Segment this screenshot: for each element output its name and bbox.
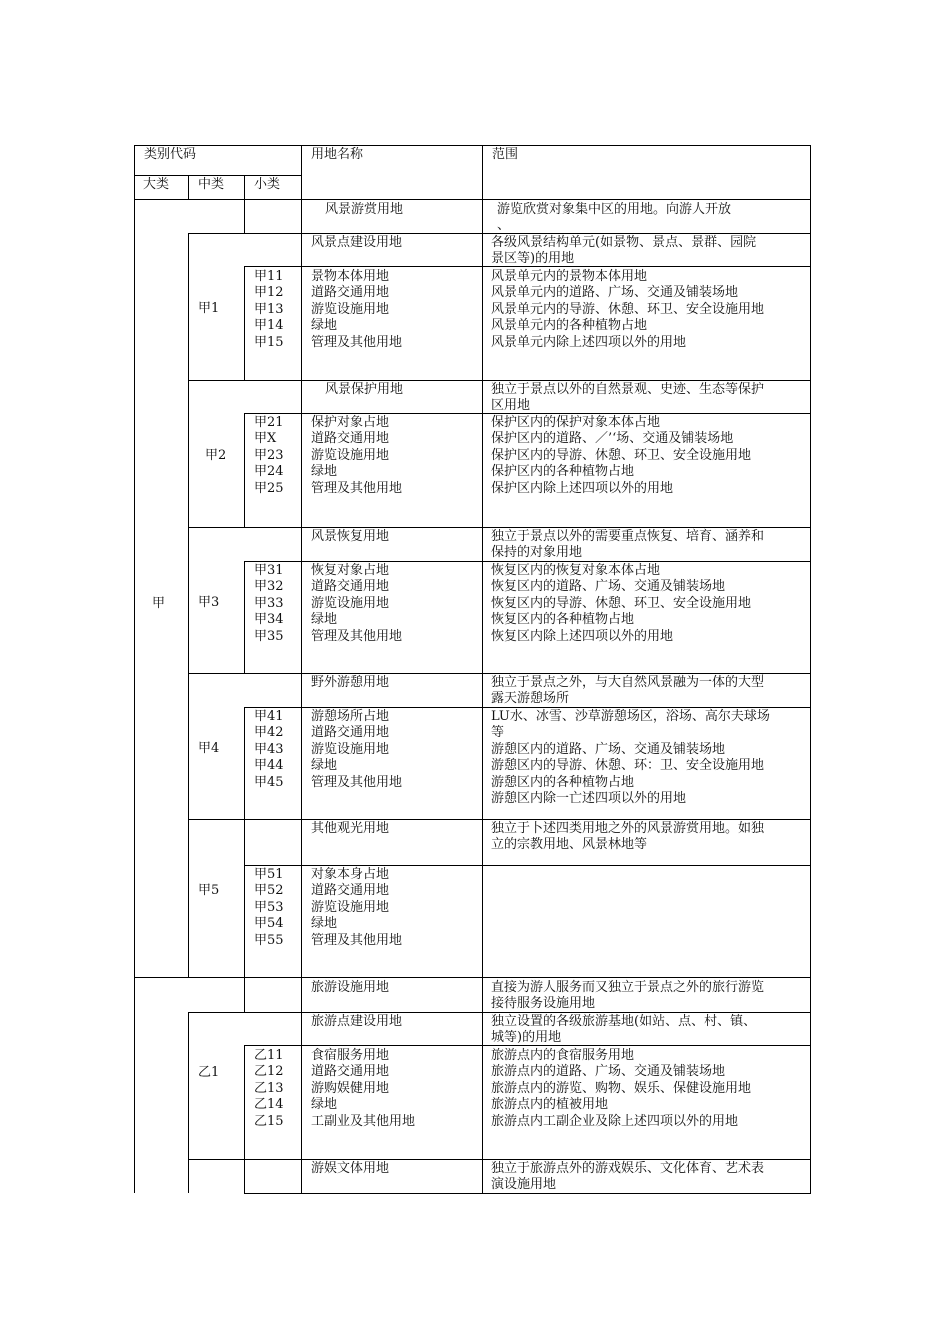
- table-divider: [188, 1012, 189, 1193]
- header-major-label: 大类: [143, 177, 170, 192]
- minor-code-list: 甲31 甲32 甲33 甲34 甲35: [254, 563, 284, 644]
- category-name: 风景恢复用地: [311, 529, 390, 544]
- land-use-name-list: 游憩场所占地 道路交通用地 游览设施用地 绿地 管理及其他用地: [311, 709, 403, 790]
- minor-code-list: 甲41 甲42 甲43 甲44 甲45: [254, 709, 284, 790]
- table-divider: [188, 175, 189, 199]
- table-divider: [244, 561, 245, 673]
- table-divider: [188, 819, 811, 820]
- category-name: 游娱文体用地: [311, 1161, 390, 1176]
- table-divider: [244, 175, 245, 233]
- table-divider: [188, 1159, 811, 1160]
- category-name: 旅游设施用地: [311, 980, 390, 995]
- land-use-name-list: 恢复对象占地 道路交通用地 游览设施用地 绿地 管理及其他用地: [311, 563, 403, 644]
- table-divider: [244, 865, 811, 866]
- header-scope-label: 范围: [492, 147, 519, 162]
- header-name-label: 用地名称: [311, 147, 364, 162]
- table-divider: [188, 380, 811, 381]
- category-scope: 独立于卜述四类用地之外的风景游赏用地。如独 立的宗教用地、风景林地等: [491, 821, 765, 853]
- table-divider: [244, 1159, 245, 1193]
- medium-code: 甲2: [205, 448, 227, 463]
- medium-code: 甲5: [198, 883, 220, 898]
- header-medium-label: 中类: [198, 177, 225, 192]
- land-use-scope-list: LU水、冰雪、沙草游憩场区，浴场、高尔夫球场 等 游憩区内的道路、广场、交通及铺装场地 游憩区内的导游、休憩、环：卫、安全设施用地 游憩区内的各种植物占地 游憩区内除一亡述四项以外的用地: [491, 709, 770, 807]
- header-code-label: 类别代码: [144, 147, 197, 162]
- table-divider: [301, 145, 302, 1193]
- table-divider: [244, 707, 245, 819]
- category-name: 野外游憩用地: [311, 675, 390, 690]
- table-divider: [188, 673, 811, 674]
- table-divider: [482, 145, 483, 1193]
- category-name: 风景游赏用地: [325, 202, 404, 217]
- category-name: 风景保护用地: [325, 382, 404, 397]
- category-scope: 独立于景点以外的自然景观、史迹、生态等保护 区用地: [491, 382, 765, 414]
- table-divider: [244, 266, 245, 380]
- category-scope: 独立于景点以外的需要重点恢复、培育、涵养和 保持的对象用地: [491, 529, 765, 561]
- table-divider: [244, 413, 245, 527]
- land-use-name-list: 保护对象占地 道路交通用地 游览设施用地 绿地 管理及其他用地: [311, 415, 403, 496]
- table-divider: [188, 233, 189, 977]
- category-scope: 直接为游人服务而又独立于景点之外的旅行游览 接待服务设施用地: [491, 980, 765, 1012]
- category-scope: 各级风景结构单元(如景物、景点、景群、园院 景区等)的用地: [491, 235, 757, 267]
- land-use-name-list: 景物本体用地 道路交通用地 游览设施用地 绿地 管理及其他用地: [311, 269, 403, 350]
- major-code-jia: 甲: [152, 596, 166, 611]
- land-use-name-list: 对象本身占地 道路交通用地 游览设施用地 绿地 管理及其他用地: [311, 867, 403, 948]
- table-border-left: [134, 145, 135, 1193]
- category-name: 旅游点建设用地: [311, 1014, 403, 1029]
- minor-code-list: 甲51 甲52 甲53 甲54 甲55: [254, 867, 284, 948]
- category-scope: 独立于旅游点外的游戏娱乐、文化体育、艺术表 演设施用地: [491, 1161, 765, 1193]
- land-use-scope-list: 保护区内的保护对象本体占地 保护区内的道路、／’‘场、交通及铺装场地 保护区内的导游、休憩、环卫、安全设施用地 保护区内的各种植物占地 保护区内除上述四项以外的用地: [491, 415, 752, 496]
- land-use-scope-list: 旅游点内的食宿服务用地 旅游点内的道路、广场、交通及铺装场地 旅游点内的游览、购物、娱乐、保健设施用地 旅游点内的植被用地 旅游点内工副企业及除上述四项以外的用地: [491, 1048, 752, 1129]
- minor-code-list: 甲21 甲X 甲23 甲24 甲25: [254, 415, 284, 496]
- medium-code: 乙1: [198, 1065, 220, 1080]
- land-use-scope-list: 风景单元内的景物本体用地 风景单元内的道路、广场、交通及铺装场地 风景单元内的导游、休憩、环卫、安全设施用地 风景单元内的各种植物占地 风景单元内除上述四项以外的用地: [491, 269, 765, 350]
- table-divider: [244, 819, 245, 1012]
- minor-code-list: 甲11 甲12 甲13 甲14 甲15: [254, 269, 284, 350]
- minor-code-list: 乙11 乙12 乙13 乙14 乙15: [254, 1048, 284, 1129]
- medium-code: 甲1: [198, 301, 220, 316]
- table-border-top: [134, 145, 811, 146]
- table-divider: [134, 175, 302, 176]
- medium-code: 甲4: [198, 741, 220, 756]
- category-scope: 游览欣赏对象集中区的用地。向游人开放 、: [497, 202, 732, 234]
- table-divider: [188, 527, 811, 528]
- category-name: 其他观光用地: [311, 821, 390, 836]
- medium-code: 甲3: [198, 595, 220, 610]
- table-divider: [134, 199, 811, 200]
- category-scope: 独立于景点之外，与大自然风景融为一体的大型 露天游憩场所: [491, 675, 765, 707]
- category-scope: 独立设置的各级旅游基地(如站、点、村、镇、 城等)的用地: [491, 1014, 757, 1046]
- land-use-scope-list: 恢复区内的恢复对象本体占地 恢复区内的道路、广场、交通及铺装场地 恢复区内的导游、休憩、环卫、安全设施用地 恢复区内的各种植物占地 恢复区内除上述四项以外的用地: [491, 563, 752, 644]
- table-divider: [244, 1045, 245, 1159]
- header-minor-label: 小类: [254, 177, 281, 192]
- table-divider: [134, 977, 811, 978]
- land-use-name-list: 食宿服务用地 道路交通用地 游购娱健用地 绿地 工副业及其他用地: [311, 1048, 416, 1129]
- category-name: 风景点建设用地: [311, 235, 403, 250]
- table-border-right: [810, 145, 811, 1193]
